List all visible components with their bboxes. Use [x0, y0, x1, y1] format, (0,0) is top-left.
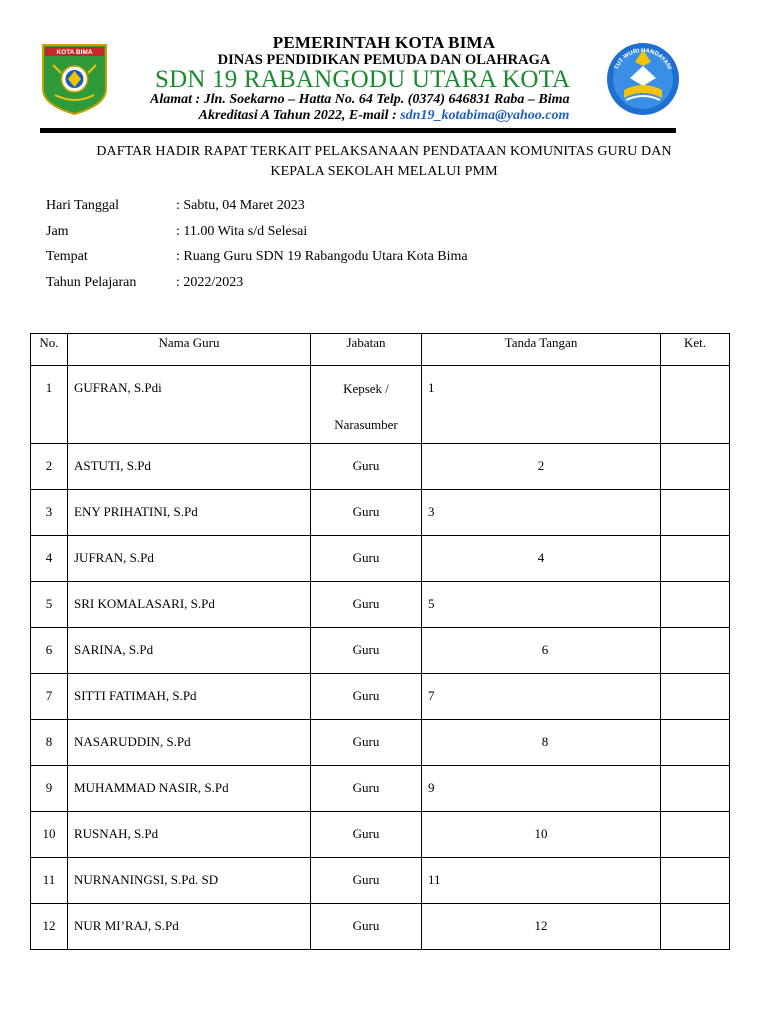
header-name: Nama Guru: [68, 334, 311, 366]
row-no: 12: [42, 918, 56, 933]
row-signature[interactable]: 4: [537, 550, 545, 565]
row-no: 5: [45, 596, 53, 611]
row-note: [661, 674, 730, 720]
table-row: [31, 366, 730, 444]
table-row: [31, 720, 730, 766]
row-position: Guru: [352, 918, 380, 933]
row-note: [661, 812, 730, 858]
row-note: [661, 582, 730, 628]
row-name: MUHAMMAD NASIR, S.Pd: [74, 780, 229, 795]
row-signature[interactable]: 3: [428, 504, 435, 519]
department-name: DINAS PENDIDIKAN PEMUDA DAN OLAHRAGA: [217, 52, 551, 68]
table-row: [31, 812, 730, 858]
row-position: Guru: [352, 504, 380, 519]
table-row: [31, 904, 730, 950]
info-value: : Ruang Guru SDN 19 Rabangodu Utara Kota Bima: [176, 249, 468, 264]
row-signature[interactable]: 11: [428, 872, 441, 887]
row-signature[interactable]: 12: [534, 918, 548, 933]
info-value: : 11.00 Wita s/d Selesai: [176, 223, 308, 239]
row-note: [661, 536, 730, 582]
row-note: [661, 720, 730, 766]
row-position: Guru: [352, 550, 380, 565]
attendance-table: [30, 333, 730, 950]
document-title-line2: KEPALA SEKOLAH MELALUI PMM: [270, 164, 498, 179]
row-position: Guru: [352, 734, 380, 749]
row-no: 6: [45, 642, 53, 657]
row-note: [661, 766, 730, 812]
email-link[interactable]: sdn19_kotabima@yahoo.com: [400, 108, 570, 123]
info-value: : Sabtu, 04 Maret 2023: [176, 198, 305, 213]
document-title-line1: DAFTAR HADIR RAPAT TERKAIT PELAKSANAAN PENDATAAN KOMUNITAS GURU DAN: [96, 144, 672, 159]
government-name: PEMERINTAH KOTA BIMA: [272, 33, 496, 52]
table-row: [31, 536, 730, 582]
table-row: [31, 628, 730, 674]
row-name: RUSNAH, S.Pd: [74, 826, 159, 841]
info-label: Hari Tanggal: [46, 198, 120, 213]
row-name: ASTUTI, S.Pd: [74, 458, 151, 473]
row-no: 7: [45, 688, 53, 703]
row-signature[interactable]: 7: [428, 688, 435, 703]
row-note: [661, 490, 730, 536]
school-address: Alamat : Jln. Soekarno – Hatta No. 64 Telp. (0374) 646831 Raba – Bima: [150, 92, 570, 107]
row-no: 1: [45, 380, 53, 395]
row-position: Guru: [352, 642, 380, 657]
letterhead-divider: [40, 128, 676, 133]
row-name: SITTI FATIMAH, S.Pd: [74, 688, 197, 703]
row-note: [661, 444, 730, 490]
row-signature[interactable]: 2: [537, 458, 545, 473]
row-signature[interactable]: 10: [534, 826, 548, 841]
row-no: 3: [45, 504, 53, 519]
row-position: [311, 357, 421, 443]
row-name: SRI KOMALASARI, S.Pd: [74, 596, 215, 611]
row-position: Guru: [352, 688, 380, 703]
row-signature[interactable]: 8: [541, 734, 549, 749]
row-position-line2: Narasumber: [334, 417, 398, 432]
row-no: 11: [42, 872, 56, 887]
document-title: [40, 142, 728, 182]
row-name: NUR MI’RAJ, S.Pd: [74, 918, 179, 933]
row-name: NURNANINGSI, S.Pd. SD: [74, 872, 219, 887]
row-note: [661, 858, 730, 904]
table-row: [31, 582, 730, 628]
table-row: [31, 858, 730, 904]
table-row: [31, 674, 730, 720]
row-name: JUFRAN, S.Pd: [74, 550, 154, 565]
row-signature[interactable]: 1: [428, 380, 435, 395]
row-position-line1: Kepsek /: [343, 381, 389, 396]
row-note: [661, 366, 730, 444]
row-signature[interactable]: 5: [428, 596, 435, 611]
row-no: 10: [42, 826, 56, 841]
row-signature[interactable]: 6: [541, 642, 549, 657]
info-value: : 2022/2023: [176, 274, 244, 290]
table-row: [31, 766, 730, 812]
row-position: Guru: [352, 780, 380, 795]
row-signature[interactable]: 9: [428, 780, 435, 795]
header-position: Jabatan: [311, 334, 422, 366]
row-note: [661, 904, 730, 950]
row-position: Guru: [352, 458, 380, 473]
school-name: SDN 19 RABANGODU UTARA KOTA: [155, 66, 571, 93]
row-position: Guru: [352, 872, 380, 887]
row-name: GUFRAN, S.Pdi: [74, 380, 162, 395]
row-no: 8: [45, 734, 53, 749]
row-no: 2: [45, 458, 53, 473]
header-no: No.: [31, 334, 68, 366]
row-no: 9: [45, 780, 53, 795]
row-position: Guru: [352, 596, 380, 611]
tut-wuri-handayani-text: TUT WURI HANDAYANI: [613, 47, 673, 71]
accreditation-text: Akreditasi A Tahun 2022, E-mail :: [198, 108, 401, 123]
info-label: Tempat: [46, 249, 88, 264]
info-label: Jam: [46, 223, 69, 239]
kota-bima-logo-text: KOTA BIMA: [56, 49, 93, 56]
row-position: Guru: [352, 826, 380, 841]
header-note: Ket.: [661, 334, 730, 366]
info-label: Tahun Pelajaran: [46, 274, 137, 290]
row-no: 4: [45, 550, 53, 565]
row-name: ENY PRIHATINI, S.Pd: [74, 504, 198, 519]
table-row: [31, 444, 730, 490]
accreditation-line: [0, 108, 768, 124]
row-name: NASARUDDIN, S.Pd: [74, 734, 191, 749]
row-note: [661, 628, 730, 674]
header-signature: Tanda Tangan: [422, 334, 661, 366]
row-name: SARINA, S.Pd: [74, 642, 154, 657]
table-row: [31, 490, 730, 536]
